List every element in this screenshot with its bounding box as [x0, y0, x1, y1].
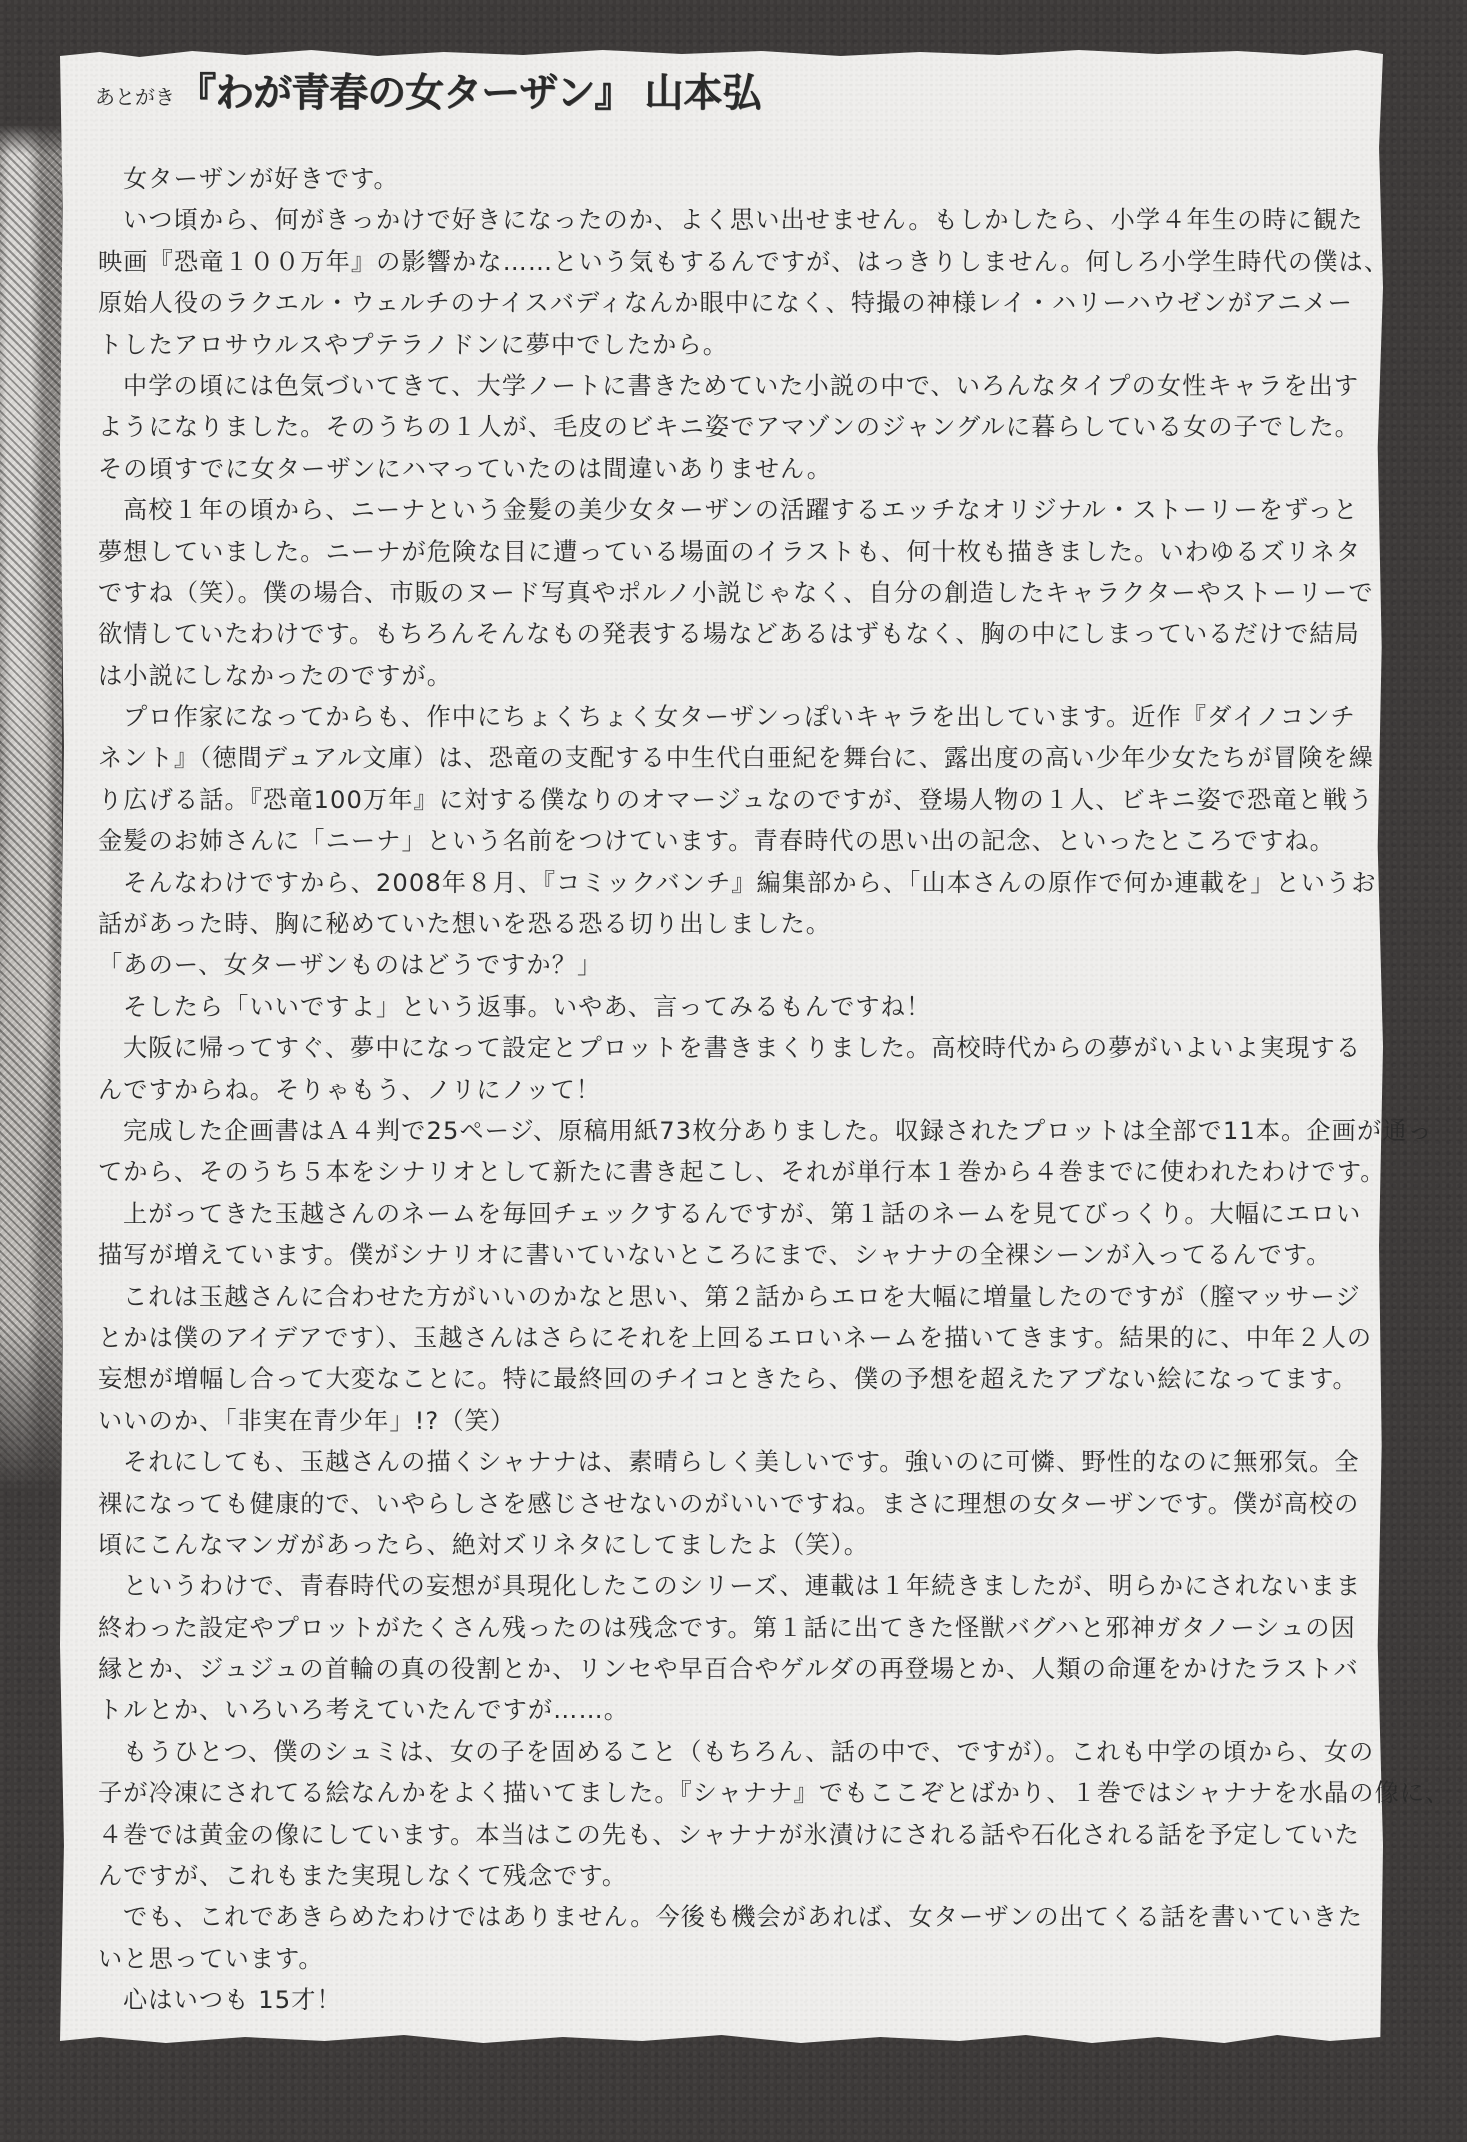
- text-line: 大阪に帰ってすぐ、夢中になって設定とプロットを書きまくりました。高校時代からの夢がいよいよ実現する: [123, 1034, 1362, 1063]
- text-line: 完成した企画書はＡ４判で25ページ、原稿用紙73枚分ありました。収録されたプロットは全部で11本。企画が通っ: [123, 1116, 1433, 1145]
- text-line: 妄想が増幅し合って大変なことに。特に最終回のチイコときたら、僕の予想を超えたアブない絵になってます。: [98, 1365, 1358, 1394]
- text-line: でも、これであきらめたわけではありません。今後も機会があれば、女ターザンの出てくる話を書いていきた: [123, 1903, 1364, 1932]
- text-line: 頃にこんなマンガがあったら、絶対ズリネタにしてましたよ（笑）。: [98, 1530, 870, 1559]
- text-line: 女ターザンが好きです。: [123, 165, 399, 193]
- text-line: 欲情していたわけです。もちろんそんなもの発表する場などあるはずもなく、胸の中にしまっているだけで結局: [98, 620, 1360, 649]
- text-line: んですからね。そりゃもう、ノリにノッて！: [98, 1075, 602, 1104]
- text-line: というわけで、青春時代の妄想が具現化したこのシリーズ、連載は１年続きましたが、明らかにされないまま: [123, 1572, 1362, 1601]
- text-line: そしたら「いいですよ」という返事。いやあ、言ってみるもんですね！: [123, 992, 932, 1021]
- text-line: 高校１年の頃から、ニーナという金髪の美少女ターザンの活躍するエッチなオリジナル・ストーリーをずっと: [123, 496, 1359, 525]
- text-line: ようになりました。そのうちの１人が、毛皮のビキニ姿でアマゾンのジャングルに暮らしている女の子でした。: [98, 413, 1360, 442]
- text-line: 心はいつも 15才！: [123, 1986, 342, 2015]
- text-line: 終わった設定やプロットがたくさん残ったのは残念です。第１話に出てきた怪獣バグハと邪神ガタノーシュの因: [98, 1613, 1356, 1642]
- text-line: そんなわけですから、2008年８月、『コミックバンチ』編集部から、「山本さんの原作で何か連載を」というお: [123, 868, 1377, 897]
- text-line: ４巻では黄金の像にしています。本当はこの先も、シャナナが氷漬けにされる話や石化される話を予定していた: [98, 1820, 1360, 1849]
- text-line: いつ頃から、何がきっかけで好きになったのか、よく思い出せません。もしかしたら、小学４年生の時に観た: [123, 206, 1364, 235]
- text-line: 「あのー、女ターザンものはどうですか？」: [98, 951, 603, 980]
- text-line: もうひとつ、僕のシュミは、女の子を固めること（もちろん、話の中で、ですが）。これも中学の頃から、女の: [123, 1737, 1375, 1766]
- background-illustration-strip: [0, 125, 62, 1490]
- text-line: 原始人役のラクエル・ウェルチのナイスバディなんか眼中になく、特撮の神様レイ・ハリーハウゼンがアニメー: [98, 289, 1353, 318]
- text-line: 夢想していました。ニーナが危険な目に遭っている場面のイラストも、何十枚も描きました。いわゆるズリネタ: [98, 537, 1362, 566]
- text-line: プロ作家になってからも、作中にちょくちょく女ターザンっぽいキャラを出しています。近作『ダイノコンチ: [123, 703, 1356, 732]
- text-line: いと思っています。: [98, 1944, 324, 1973]
- text-line: り広げる話。『恐竜100万年』に対する僕なりのオマージュなのですが、登場人物の１人、ビキニ姿で恐竜と戦う: [98, 785, 1374, 814]
- text-line: ですね（笑）。僕の場合、市販のヌード写真やポルノ小説じゃなく、自分の創造したキャラクターやストーリーで: [98, 578, 1374, 607]
- text-line: 上がってきた玉越さんのネームを毎回チェックするんですが、第１話のネームを見てびっくり。大幅にエロい: [123, 1199, 1362, 1228]
- text-line: 描写が増えています。僕がシナリオに書いていないところにまで、シャナナの全裸シーンが入ってるんです。: [98, 1241, 1332, 1270]
- text-line: 中学の頃には色気づいてきて、大学ノートに書きためていた小説の中で、いろんなタイプの女性キャラを出す: [123, 371, 1360, 400]
- text-line: トしたアロサウルスやプテラノドンに夢中でしたから。: [98, 330, 729, 359]
- text-line: それにしても、玉越さんの描くシャナナは、素晴らしく美しいです。強いのに可憐、野性的なのに無邪気。全: [123, 1448, 1360, 1477]
- text-line: 子が冷凍にされてる絵なんかをよく描いてました。『シャナナ』でもここぞとばかり、１巻ではシャナナを水晶の像に、: [98, 1779, 1451, 1808]
- text-line: ネント』（徳間デュアル文庫）は、恐竜の支配する中生代白亜紀を舞台に、露出度の高い少年少女たちが冒険を繰: [98, 744, 1374, 773]
- author-name: 山本弘: [644, 71, 762, 116]
- text-line: 金髪のお姉さんに「ニーナ」という名前をつけています。青春時代の思い出の記念、といったところですね。: [98, 827, 1335, 856]
- text-line: とかは僕のアイデアです）、玉越さんはさらにそれを上回るエロいネームを描いてきます。結果的に、中年２人の: [98, 1323, 1373, 1352]
- text-line: 裸になっても健康的で、いやらしさを感じさせないのがいいですね。まさに理想の女ターザンです。僕が高校の: [98, 1489, 1360, 1518]
- title-prefix: あとがき: [95, 85, 175, 109]
- text-line: いいのか、「非実在青少年」!?（笑）: [98, 1406, 516, 1435]
- afterword-body: [98, 159, 1451, 2022]
- title-main: 『わが青春の女ターザン』: [177, 71, 633, 116]
- text-line: 映画『恐竜１００万年』の影響かな……という気もするんですが、はっきりしません。何しろ小学生時代の僕は、: [98, 247, 1390, 276]
- text-line: 縁とか、ジュジュの首輪の真の役割とか、リンセや早百合やゲルダの再登場とか、人類の命運をかけたラストバ: [98, 1655, 1359, 1684]
- text-line: 話があった時、胸に秘めていた想いを恐る恐る切り出しました。: [98, 910, 832, 939]
- text-line: てから、そのうち５本をシナリオとして新たに書き起こし、それが単行本１巻から４巻までに使われたわけです。: [98, 1158, 1386, 1187]
- text-line: その頃すでに女ターザンにハマっていたのは間違いありません。: [98, 454, 833, 483]
- page-title: [95, 62, 761, 118]
- text-line: これは玉越さんに合わせた方がいいのかなと思い、第２話からエロを大幅に増量したのですが（膣マッサージ: [123, 1282, 1361, 1311]
- text-line: は小説にしなかったのですが。: [98, 661, 453, 690]
- text-line: トルとか、いろいろ考えていたんですが……。: [98, 1696, 630, 1725]
- text-line: んですが、これもまた実現しなくて残念です。: [98, 1862, 628, 1891]
